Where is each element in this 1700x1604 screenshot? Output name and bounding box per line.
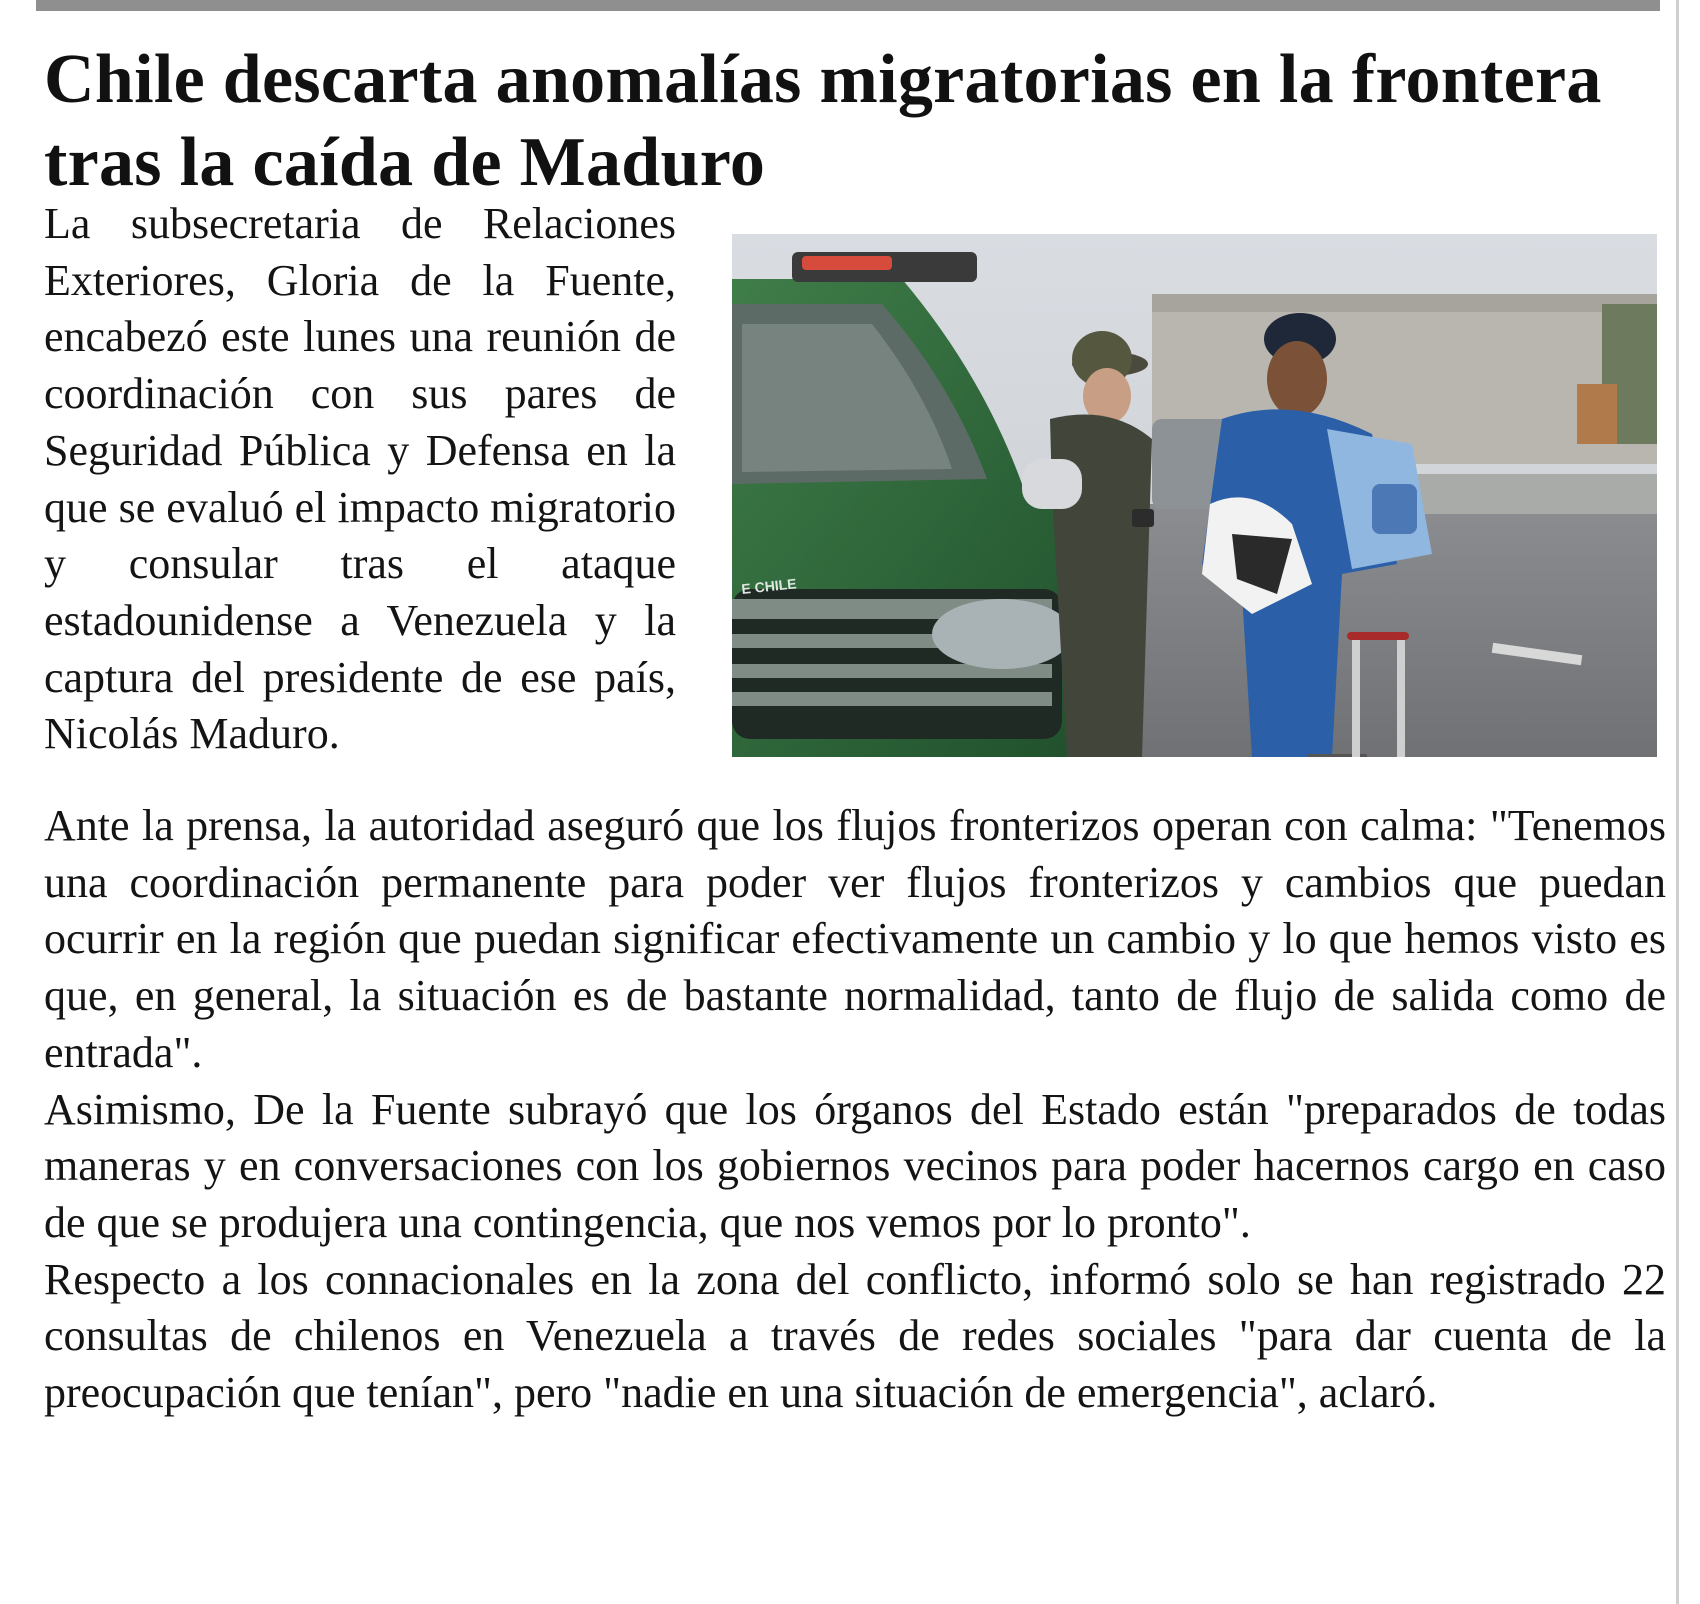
vehicle-lettering: E CHILE <box>740 575 798 597</box>
body-paragraph: Ante la prensa, la autoridad aseguró que los flujos fronterizos operan con calma: "Tenemos una coordinación permanente para poder ver flujos fronterizos y cambios que puedan ocurrir en la región que puedan significar efectivamente un cambio y lo que hemos visto es que, en general, la situación es de bastante normalidad, tanto de flujo de salida como de entrada". <box>44 801 1666 1077</box>
right-edge-rule <box>1676 0 1679 1604</box>
body-paragraph: Respecto a los connacionales en la zona del conflicto, informó solo se han registrado 22 consultas de chilenos en Venezuela a través de redes sociales "para dar cuenta de la preocupación que tenían", pero "nadie en una situación de emergencia", aclaró. <box>44 1254 1666 1418</box>
top-rule <box>36 0 1660 11</box>
border-checkpoint-photo <box>732 234 1657 757</box>
intro-paragraph: La subsecretaria de Relaciones Exteriores, Gloria de la Fuente, encabezó este lunes una reunión de coordinación con sus pares de Seguridad Pública y Defensa en la que se evaluó el impacto migratorio y consular tras el ataque estadounidense a Venezuela y la captura del presidente de ese país, Nicolás Maduro. <box>44 199 676 759</box>
article-body <box>44 798 1666 1422</box>
headline: Chile descarta anomalías migratorias en la frontera tras la caída de Maduro <box>44 41 1602 201</box>
body-paragraph: Asimismo, De la Fuente subrayó que los órganos del Estado están "preparados de todas maneras y en conversaciones con los gobiernos vecinos para poder hacernos cargo en caso de que se produjera una contingencia, que nos vemos por lo pronto". <box>44 1084 1666 1247</box>
article-photo <box>732 234 1657 757</box>
